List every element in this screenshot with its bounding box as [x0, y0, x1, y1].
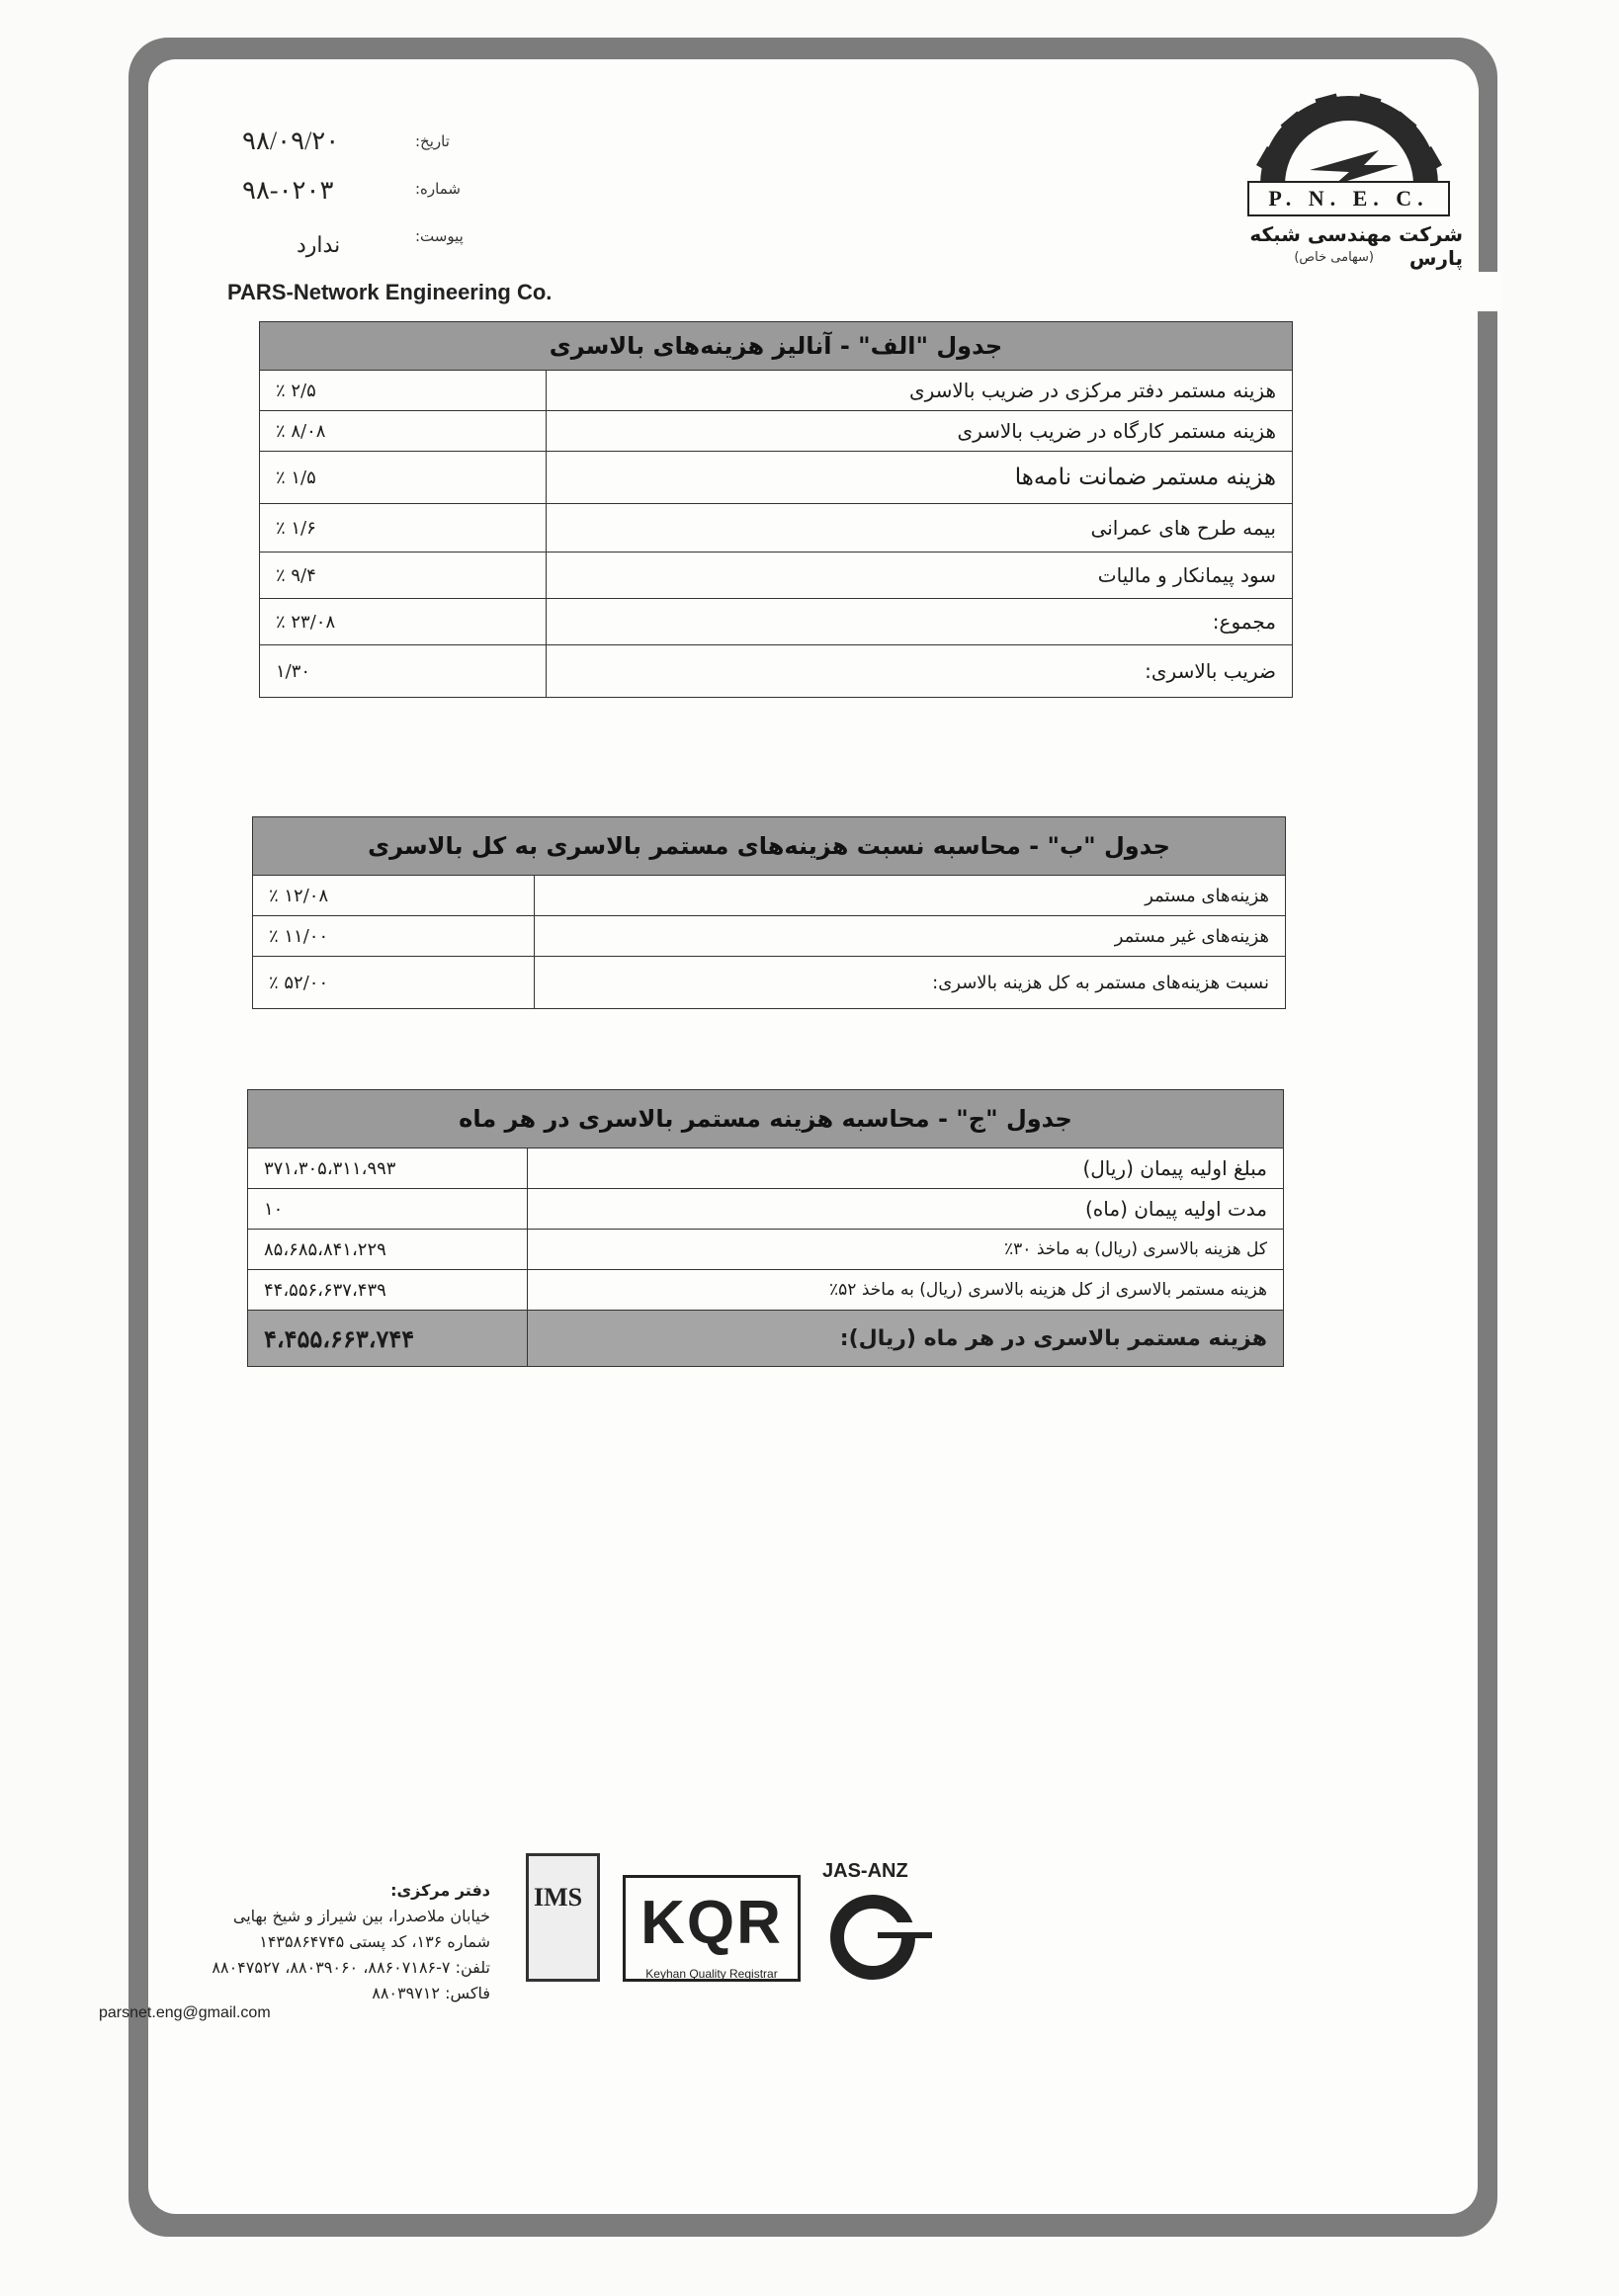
table-row: بیمه طرح های عمرانی ۱/۶ ٪ — [260, 504, 1293, 553]
table-row: هزینه مستمر کارگاه در ضریب بالاسری ۸/۰۸ ٪ — [260, 411, 1293, 452]
address-line-1: خیابان ملاصدرا، بین شیراز و شیخ بهایی — [232, 1907, 490, 1925]
table-row: هزینه مستمر دفتر مرکزی در ضریب بالاسری ۲/۵ ٪ — [260, 371, 1293, 411]
number-value: ۹۸-۰۲۰۳ — [242, 176, 334, 205]
ims-cert-text: IMS — [534, 1883, 583, 1912]
fax: فاکس: ۸۸۰۳۹۷۱۲ — [372, 1984, 490, 2002]
date-value: ۹۸/۰۹/۲۰ — [242, 127, 340, 155]
table-row: کل هزینه بالاسری (ریال) به ماخذ ۳۰٪ ۸۵،۶۸۵،۸۴۱،۲۲۹ — [248, 1230, 1284, 1270]
company-type: (سهامی خاص) — [1294, 250, 1374, 265]
phone: تلفن: ۷-۸۸۶۰۷۱۸۶، ۸۸۰۳۹۰۶۰، ۸۸۰۴۷۵۲۷ — [212, 1958, 490, 1977]
table-row: هزینه‌های غیر مستمر ۱۱/۰۰ ٪ — [253, 916, 1286, 957]
company-name-fa: شرکت مهندسی شبکه پارس — [1249, 222, 1463, 270]
table-row: ضریب بالاسری: ۱/۳۰ — [260, 645, 1293, 698]
logo-text: P. N. E. C. — [1247, 181, 1450, 216]
table-row: نسبت هزینه‌های مستمر به کل هزینه بالاسری: ۵۲/۰۰ ٪ — [253, 957, 1286, 1009]
table-c-title: جدول "ج" - محاسبه هزینه مستمر بالاسری در هر ماه — [248, 1090, 1284, 1148]
date-label: تاریخ: — [415, 132, 450, 150]
table-row: سود پیمانکار و مالیات ۹/۴ ٪ — [260, 553, 1293, 599]
table-overhead-analysis — [259, 321, 1293, 698]
kqr-cert-subtitle: Keyhan Quality Registrar — [645, 1967, 778, 1981]
table-monthly-overhead — [247, 1089, 1284, 1367]
attachment-value: ندارد — [297, 232, 341, 257]
table-row: هزینه‌های مستمر ۱۲/۰۸ ٪ — [253, 876, 1286, 916]
table-row: مبلغ اولیه پیمان (ریال) ۳۷۱،۳۰۵،۳۱۱،۹۹۳ — [248, 1148, 1284, 1189]
address-line-2: شماره ۱۳۶، کد پستی ۱۴۳۵۸۶۴۷۴۵ — [259, 1932, 490, 1951]
footer-address — [95, 1878, 490, 2006]
table-recurring-ratio — [252, 816, 1286, 1009]
table-total-row: هزینه مستمر بالاسری در هر ماه (ریال): ۴،۴۵۵،۶۶۳،۷۴۴ — [248, 1311, 1284, 1367]
table-row: مجموع: ۲۳/۰۸ ٪ — [260, 599, 1293, 645]
table-row: مدت اولیه پیمان (ماه) ۱۰ — [248, 1189, 1284, 1230]
jas-anz-logo-icon — [828, 1893, 937, 1982]
office-label: دفتر مرکزی: — [390, 1881, 490, 1900]
table-row: هزینه مستمر ضمانت نامه‌ها ۱/۵ ٪ — [260, 452, 1293, 504]
email-link[interactable]: parsnet.eng@gmail.com — [99, 2004, 271, 2021]
company-name-en: PARS-Network Engineering Co. — [219, 280, 559, 305]
table-b-title: جدول "ب" - محاسبه نسبت هزینه‌های مستمر بالاسری به کل بالاسری — [253, 817, 1286, 876]
jas-anz-text: JAS-ANZ — [822, 1860, 908, 1882]
attachment-label: پیوست: — [415, 227, 464, 245]
number-label: شماره: — [415, 180, 461, 198]
kqr-cert-text: KQR — [640, 1889, 783, 1957]
ims-cert-logo — [526, 1853, 600, 1982]
table-a-title: جدول "الف" - آنالیز هزینه‌های بالاسری — [260, 322, 1293, 371]
table-row: هزینه مستمر بالاسری از کل هزینه بالاسری (ریال) به ماخذ ۵۲٪ ۴۴،۵۵۶،۶۳۷،۴۳۹ — [248, 1270, 1284, 1311]
